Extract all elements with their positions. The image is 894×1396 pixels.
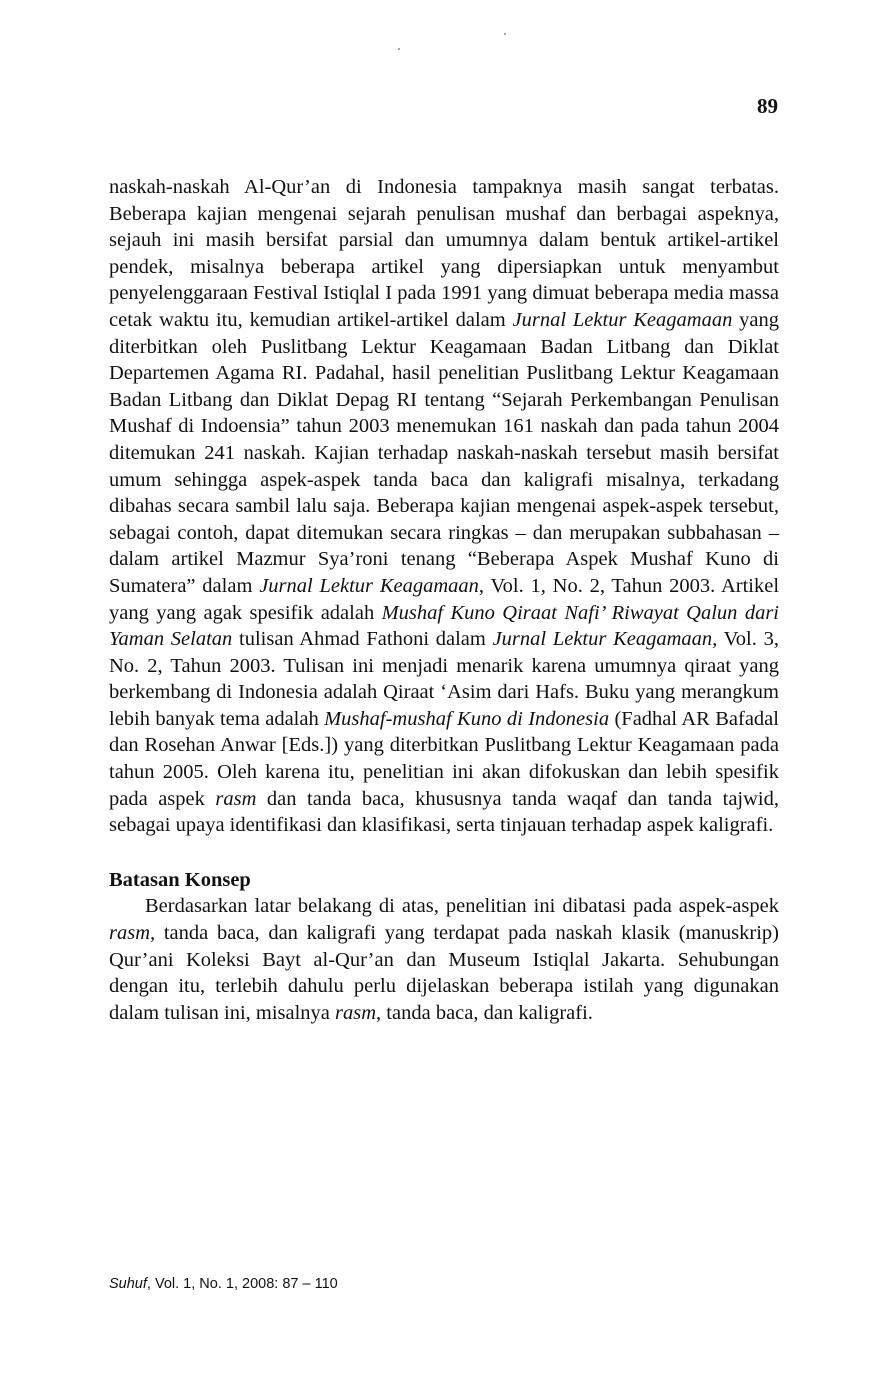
section-heading: Batasan Konsep: [109, 868, 251, 891]
text-run: tulisan Ahmad Fathoni dalam: [232, 628, 493, 651]
page-footer: [109, 1276, 338, 1292]
text-run: Berdasarkan latar belakang di atas, penelitian ini dibatasi pada aspek-aspek: [145, 895, 779, 918]
italic-title: Mushaf Kuno Qiraat Nafi’ Riwayat Qalun dari Yaman Selatan: [109, 601, 779, 651]
scan-speck: [398, 48, 400, 50]
italic-term: rasm,: [109, 922, 156, 945]
text-run: Vol. 3, No. 2, Tahun 2003. Tulisan ini menjadi menarik karena umumnya qiraat yang berkembang di Indonesia adalah Qiraat ‘Asim dari Hafs. Buku yang merangkum lebih banyak tema adalah: [109, 628, 779, 730]
italic-term: rasm: [335, 1001, 377, 1024]
scan-speck: [504, 33, 506, 35]
italic-title: Mushaf-mushaf Kuno di Indonesia: [324, 707, 610, 730]
text-run: yang diterbitkan oleh Puslitbang Lektur Keagamaan Badan Litbang dan Diklat Departemen Agama RI. Padahal, hasil penelitian Puslitbang Lektur Keagamaan Badan Litbang dan Diklat Depag RI tentang “Sejarah Perkembangan Penulisan Mushaf di Indoensia” tahun 2003 menemukan 161 naskah dan pada tahun 2004 ditemukan 241 naskah. Kajian terhadap naskah-naskah tersebut masih bersifat umum sehingga aspek-aspek tanda baca dan kaligrafi misalnya, terkadang dibahas secara sambil lalu saja. Beberapa kajian mengenai aspek-aspek tersebut, sebagai contoh, dapat ditemukan secara ringkas – dan merupakan subbahasan – dalam artikel Mazmur Sya’roni tenang “Beberapa Aspek Mushaf Kuno di Sumatera” dalam: [109, 308, 780, 597]
text-run: , tanda baca, dan kaligrafi.: [376, 1001, 593, 1024]
citation: , Vol. 1, No. 1, 2008: 87 – 110: [146, 1276, 338, 1292]
page-number: 89: [757, 94, 778, 118]
journal-name: Suhuf: [109, 1276, 147, 1292]
italic-title: Jurnal Lektur Keagamaan: [512, 308, 733, 331]
text-run: naskah-naskah Al-Qur’an di Indonesia tampaknya masih sangat terbatas. Beberapa kajian mengenai sejarah penulisan mushaf dan berbagai aspeknya, sejauh ini masih bersifat parsial dan umumnya dalam bentuk artikel-artikel pendek, misalnya beberapa artikel yang dipersiapkan untuk menyambut penyelenggaraan Festival Istiqlal I pada 1991 yang dimuat beberapa media massa cetak waktu itu, kemudian artikel-artikel dalam: [109, 176, 779, 331]
paragraph: [109, 174, 779, 839]
text-run: , Vol. 1, No. 2, Tahun 2003. Artikel yang yang agak spesifik adalah: [109, 574, 780, 624]
paragraph: [109, 893, 779, 1026]
main-text: [109, 174, 779, 1026]
italic-term: rasm: [215, 787, 257, 810]
italic-title: Jurnal Lektur Keagamaan: [259, 574, 479, 597]
italic-title: Jurnal Lektur Keagamaan,: [492, 628, 718, 651]
text-run: dan tanda baca, khususnya tanda waqaf dan tanda tajwid, sebagai upaya identifikasi dan klasifikasi, serta tinjauan terhadap aspek kaligrafi.: [109, 787, 779, 837]
text-run: tanda baca, dan kaligrafi yang terdapat pada naskah klasik (manuskrip) Qur’ani Koleksi Bayt al-Qur’an dan Museum Istiqlal Jakarta. Sehubungan dengan itu, terlebih dahulu perlu dijelaskan beberapa istilah yang digunakan dalam tulisan ini, misalnya: [109, 922, 779, 1024]
text-run: (Fadhal AR Bafadal dan Rosehan Anwar [Eds.]) yang diterbitkan Puslitbang Lektur Keagamaan pada tahun 2005. Oleh karena itu, penelitian ini akan difokuskan dan lebih spesifik pada aspek: [109, 707, 779, 810]
